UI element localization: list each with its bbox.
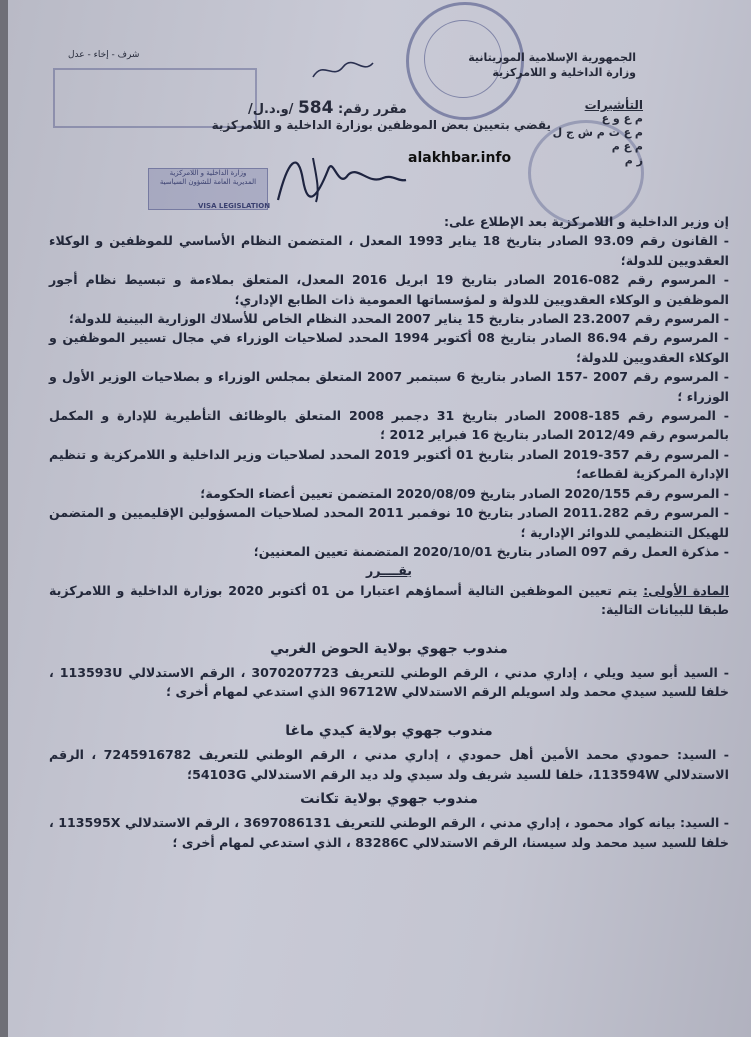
recipient-line: م ع ت م ش ج ل bbox=[552, 126, 643, 139]
decision-label: مقرر رقم: bbox=[337, 102, 407, 117]
document-page bbox=[8, 0, 751, 1037]
decision-number-line bbox=[248, 98, 407, 118]
visa-legislation-text: VISA LEGISLATION bbox=[198, 202, 271, 210]
decision-number: 584 bbox=[297, 98, 334, 118]
legal-basis-item: - المرسوم رقم 2020/155 الصادر بتاريخ 2020/08/09 المتضمن تعيين أعضاء الحكومة؛ bbox=[200, 485, 729, 501]
appointment-entry: - السيد: حمودي محمد الأمين أهل حمودي ، إداري مدني ، الرقم الوطني للتعريف 7245916782 ، الرقم الاستدلالي 113594W، خلفا للسيد شريف ولد سيدي ولد ديد الرقم الاستدلالي 54103G؛ bbox=[49, 747, 729, 782]
legal-basis-item: - القانون رقم 93.09 الصادر بتاريخ 18 يناير 1993 المعدل ، المتضمن النظام الأساسي للموظفين و الوكلاء العقدويين للدولة؛ bbox=[49, 233, 729, 268]
signature bbox=[258, 140, 408, 210]
decision-body bbox=[49, 212, 729, 852]
legal-basis-item: - المرسوم رقم 23.2007 الصادر بتاريخ 15 يناير 2007 المحدد النظام الخاص للأسلاك الوزارية البينية للدولة؛ bbox=[69, 311, 729, 327]
article-1 bbox=[49, 581, 729, 620]
label-stamp-mid: المديرية العامة للشؤون السياسية bbox=[159, 178, 257, 186]
legal-basis-item: - المرسوم رقم 86.94 الصادر بتاريخ 08 أكتوبر 1994 المحدد لصلاحيات الوزراء في مجال تسيير الموظفين و الوكلاء العقدويين للدولة؛ bbox=[49, 330, 729, 365]
recipients-title: التأشيرات bbox=[584, 98, 643, 112]
legal-basis-item: - المرسوم رقم 2011.282 الصادر بتاريخ 10 نوفمبر 2011 المحدد لصلاحيات المسؤولين الإقليميين و المتضمن للهيكل التنظيمي للدوائر الإدارية ؛ bbox=[49, 505, 729, 540]
country-line: الجمهورية الإسلامية الموريتانية bbox=[468, 51, 636, 64]
legal-basis-item: - المرسوم رقم 357-2019 الصادر بتاريخ 01 أكتوبر 2019 المحدد لصلاحيات وزير الداخلية و اللامركزية و تنظيم الإدارة المركزية لقطاعه؛ bbox=[49, 446, 729, 482]
ministry-line: وزارة الداخلية و اللامركزية bbox=[492, 66, 636, 79]
header-block bbox=[468, 50, 636, 80]
decision-subject: يقضي بتعيين بعض الموظفين بوزارة الداخلية و اللامركزية bbox=[211, 118, 551, 132]
section-heading: مندوب جهوي بولاية كيدي ماغا bbox=[285, 722, 493, 739]
section-heading: مندوب جهوي بولاية الحوض الغربي bbox=[270, 640, 508, 657]
appointment-entry: - السيد أبو سيد ويلي ، إداري مدني ، الرقم الوطني للتعريف 3070207723 ، الرقم الاستدلالي 113593U ، خلفا للسيد سيدي محمد ولد اسويلم الرقم الاستدلالي 96712W الذي استدعي لمهام أخرى ؛ bbox=[49, 664, 729, 700]
intro-line: إن وزير الداخلية و اللامركزية بعد الإطلاع على: bbox=[444, 214, 729, 229]
appointment-entry: - السيد: بيانه كواد محمود ، إداري مدني ، الرقم الوطني للتعريف 3697086131 ، الرقم الاستدلالي 113595X ، خلفا للسيد سيد محمد ولد سيسنا، الرقم الاستدلالي 83286C ، الذي استدعي لمهام أخرى ؛ bbox=[49, 815, 729, 850]
article-1-label: المادة الأولى: bbox=[643, 582, 730, 598]
recipient-line: م ع م bbox=[611, 140, 643, 153]
recipients-block bbox=[553, 98, 643, 168]
label-stamp-top: وزارة الداخلية و اللامركزية bbox=[169, 169, 247, 177]
decision-suffix: /و.د.ل/ bbox=[248, 102, 294, 117]
recipient-line: ز م bbox=[624, 154, 643, 167]
section-heading: مندوب جهوي بولاية تكانت bbox=[300, 790, 478, 807]
decides-heading: يقــــرر bbox=[365, 563, 413, 579]
recipient-line: م ع و ع bbox=[601, 112, 643, 125]
watermark-site: alakhbar.info bbox=[408, 150, 512, 166]
initials-scribble bbox=[308, 55, 378, 85]
motto: شرف - إخاء - عدل bbox=[68, 50, 140, 60]
legal-basis-item: - المرسوم رقم 2007 -157 الصادر بتاريخ 6 سبتمبر 2007 المتعلق بمجلس الوزراء و بصلاحيات الوزير الأول و الوزراء ؛ bbox=[49, 369, 729, 404]
legal-basis-item: - مذكرة العمل رقم 097 الصادر بتاريخ 2020/10/01 المتضمنة تعيين المعنيين؛ bbox=[253, 543, 729, 559]
legal-basis-item: - المرسوم رقم 185-2008 الصادر بتاريخ 31 دجمبر 2008 المتعلق بالوظائف التأطيرية للإدارة و المكمل بالمرسوم رقم 2012/49 الصادر بتاريخ 16 فبراير 2012 ؛ bbox=[49, 408, 729, 443]
article-1-text: يتم تعيين الموظفين التالية أسماؤهم اعتبارا من 01 أكتوبر 2020 بوزارة الداخلية و اللامركزية طبقا للبيانات التالية: bbox=[49, 582, 729, 618]
legal-basis-item: - المرسوم رقم 082-2016 الصادر بتاريخ 19 ابريل 2016 المعدل، المتعلق بملاءمة و تبسيط نظام أجور الموظفين و الوكلاء العقدويين للدولة و لمؤسساتها العمومية ذات الطابع الإداري؛ bbox=[49, 272, 729, 307]
